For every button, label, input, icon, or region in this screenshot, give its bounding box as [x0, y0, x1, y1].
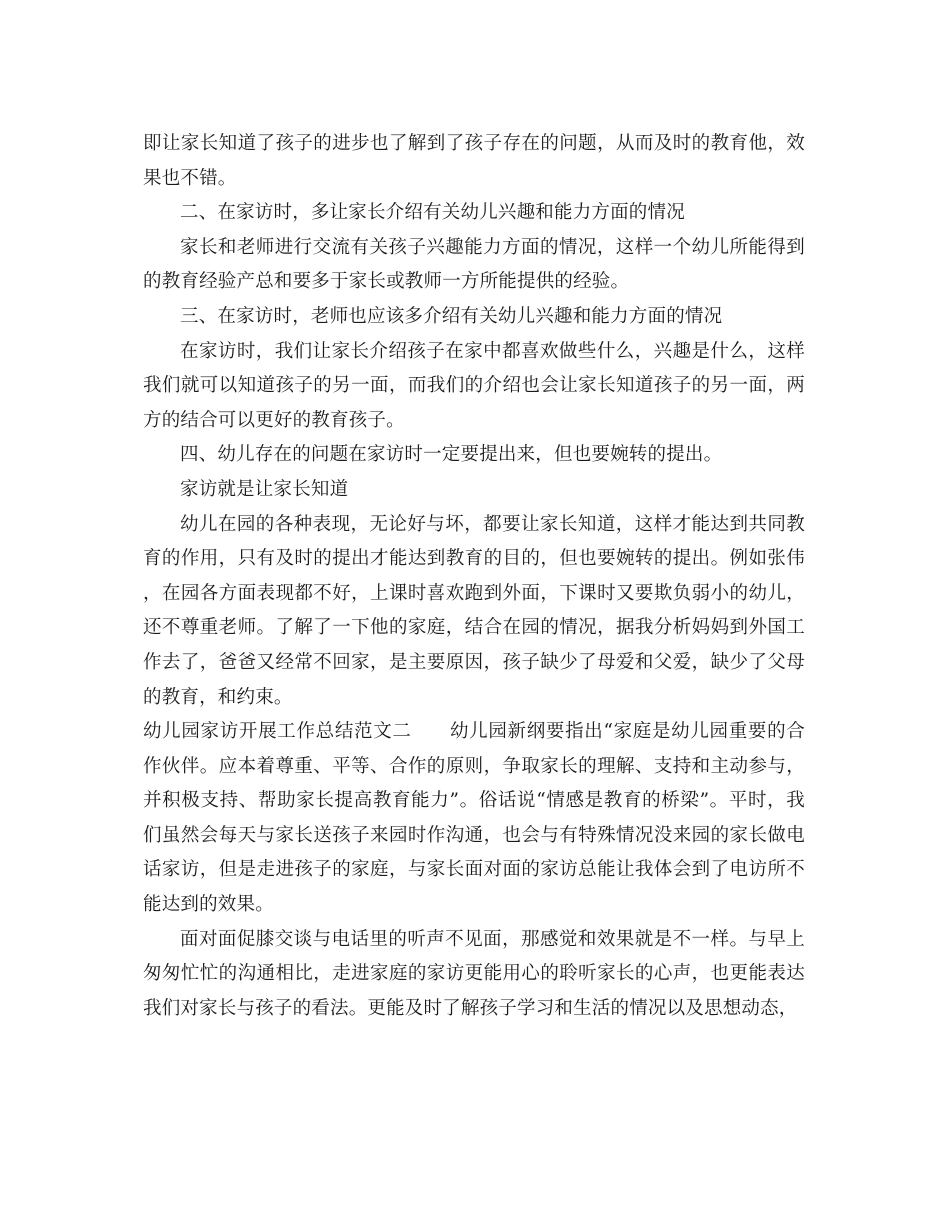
paragraph-1: 即让家长知道了孩子的进步也了解到了孩子存在的问题，从而及时的教育他，效果也不错。	[143, 133, 805, 189]
document-body	[143, 127, 805, 1026]
section-heading-2: 二、在家访时，多让家长介绍有关幼儿兴趣和能力方面的情况	[180, 202, 685, 224]
paragraph-3: 家长和老师进行交流有关孩子兴趣能力方面的情况，这样一个幼儿所能得到的教育经验产总和要多于家长或教师一方所能提供的经验。	[143, 236, 805, 293]
paragraph-9: 幼儿园家访开展工作总结范文二 幼儿园新纲要指出“家庭是幼儿园重要的合作伙伴。应本着尊重、平等、合作的原则，争取家长的理解、支持和主动参与，并积极支持、帮助家长提高教育能力”。俗话说“情感是教育的桥梁”。平时，我们虽然会每天与家长送孩子来园时作沟通，也会与有特殊情况没来园的家长做电话家访，但是走进孩子的家庭，与家长面对面的家访总能让我体会到了电访所不能达到的效果。	[143, 721, 805, 916]
paragraph-7: 家访就是让家长知道	[180, 478, 349, 500]
section-heading-4: 四、幼儿存在的问题在家访时一定要提出来，但也要婉转的提出。	[180, 444, 723, 466]
paragraph-8: 幼儿在园的各种表现，无论好与坏，都要让家长知道，这样才能达到共同教育的作用，只有及时的提出才能达到教育的目的，但也要婉转的提出。例如张伟，在园各方面表现都不好，上课时喜欢跑到外面，下课时又要欺负弱小的幼儿，还不尊重老师。了解了一下他的家庭，结合在园的情况，据我分析妈妈到外国工作去了，爸爸又经常不回家，是主要原因，孩子缺少了母爱和父爱，缺少了父母的教育，和约束。	[143, 513, 805, 708]
paragraph-10: 面对面促膝交谈与电话里的听声不见面，那感觉和效果就是不一样。与早上匆匆忙忙的沟通相比，走进家庭的家访更能用心的聆听家长的心声，也更能表达我们对家长与孩子的看法。更能及时了解孩子学习和生活的情况以及思想动态，	[143, 928, 805, 1019]
section-heading-3: 三、在家访时，老师也应该多介绍有关幼儿兴趣和能力方面的情况	[180, 305, 723, 327]
paragraph-5: 在家访时，我们让家长介绍孩子在家中都喜欢做些什么，兴趣是什么，这样我们就可以知道孩子的另一面，而我们的介绍也会让家长知道孩子的另一面，两方的结合可以更好的教育孩子。	[143, 340, 805, 431]
